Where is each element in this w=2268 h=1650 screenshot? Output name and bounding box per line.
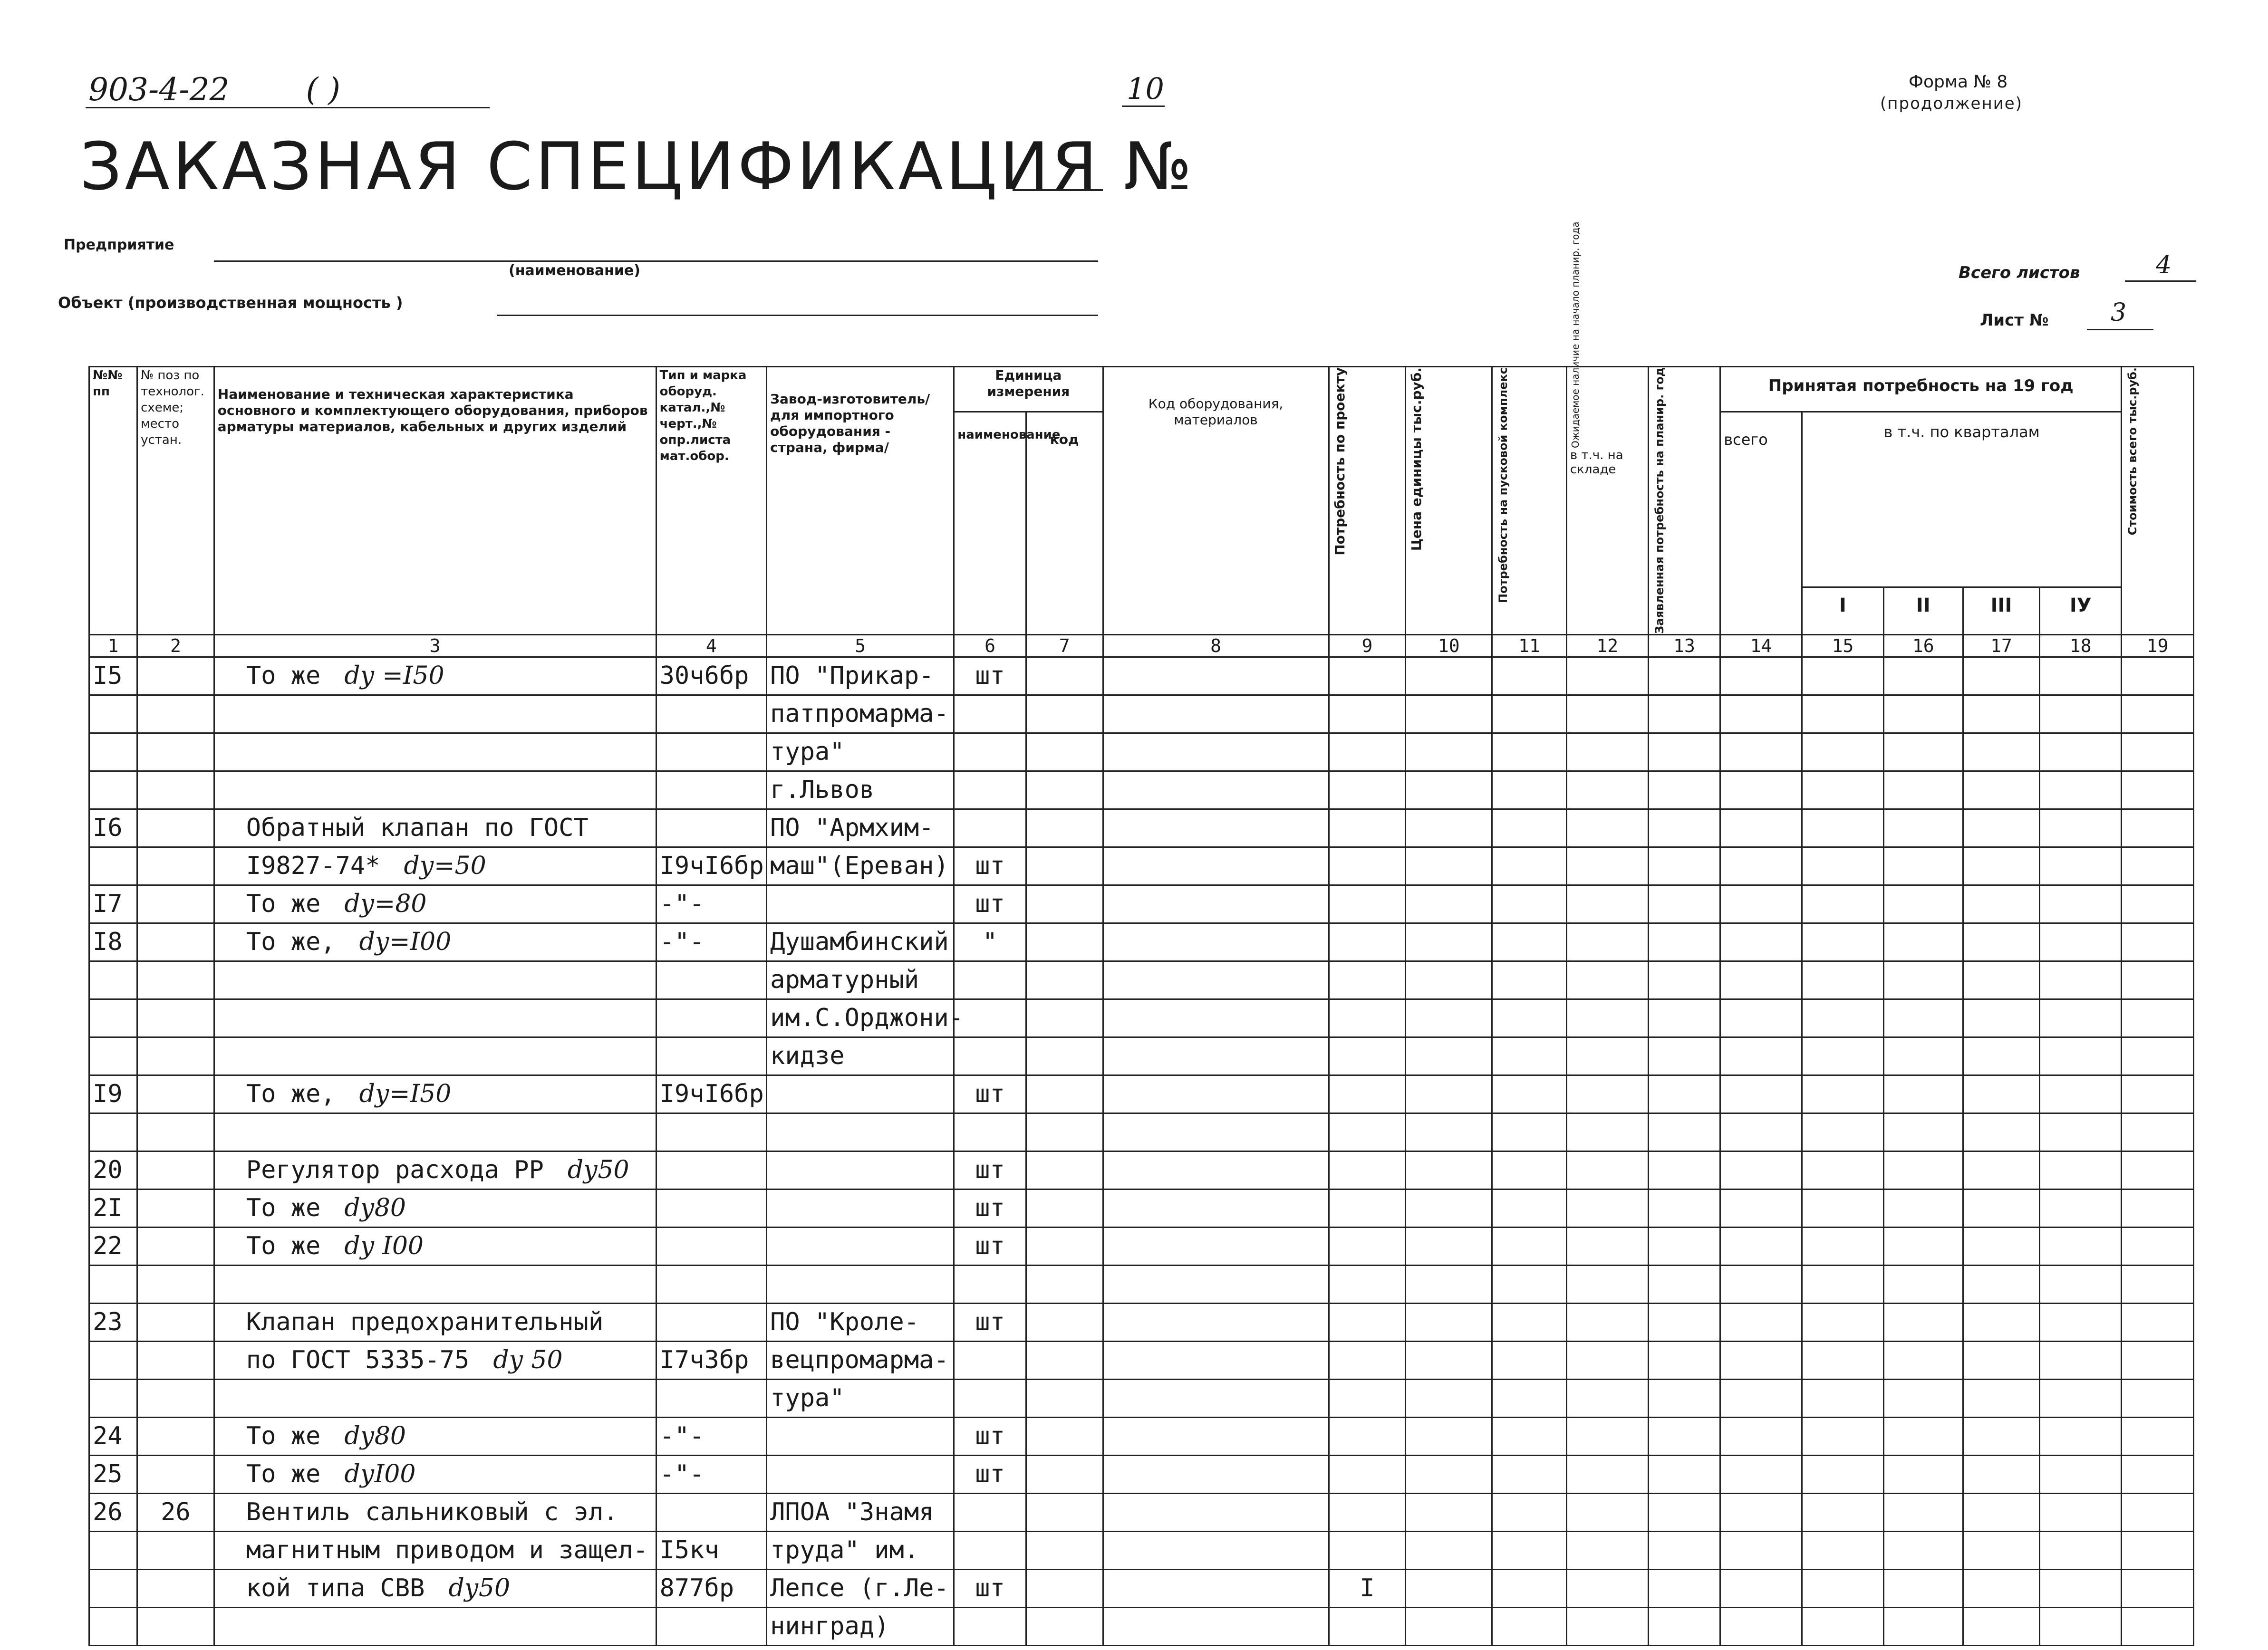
column-number: 11 [1492,634,1567,657]
column-number: 9 [1329,634,1406,657]
nominal-diameter: dу50 [567,1155,629,1184]
table-row [89,1569,2194,1607]
total-sheets-value: 4 [2156,251,2172,279]
row-number: 2I [89,1189,137,1227]
row-type [656,1151,766,1189]
row-type [656,1303,766,1341]
column-number: 12 [1566,634,1648,657]
col-header-project-need: Потребность по проекту [1332,367,1348,556]
column-number: 18 [2040,634,2122,657]
row-name [214,847,656,885]
row-manufacturer: ЛПОА "Знамя [767,1493,954,1531]
column-number: 5 [767,634,954,657]
row-manufacturer [767,1113,954,1151]
row-number: 24 [89,1417,137,1455]
row-number: I9 [89,1075,137,1113]
form-label: Форма № 8 [1909,72,2008,92]
row-name [214,733,656,771]
page-title: ЗАКАЗНАЯ СПЕЦИФИКАЦИЯ № [80,128,1195,205]
row-position [137,1417,214,1455]
object-label: Объект (производственная мощность ) [58,294,403,312]
row-name [214,809,656,847]
row-number [89,1379,137,1417]
row-project-need [1329,1531,1406,1569]
row-manufacturer: арматурный [767,961,954,999]
row-name [214,1265,656,1303]
row-project-need: I [1329,1569,1406,1607]
row-position [137,1265,214,1303]
page-number: 10 [1127,71,1164,106]
table-row [89,847,2194,885]
row-type: I9чI6бр [656,1075,766,1113]
row-number [89,1037,137,1075]
row-number [89,1113,137,1151]
row-position [137,1607,214,1645]
row-project-need [1329,1303,1406,1341]
row-unit: шт [954,1151,1026,1189]
col-header-q2: II [1883,587,1963,634]
col-header-accepted-group: Принятая потребность на 19 год [1720,367,2122,412]
row-unit: " [954,923,1026,961]
row-project-need [1329,999,1406,1037]
table-row [89,1113,2194,1151]
row-type: 30ч6бр [656,657,766,695]
row-name [214,885,656,923]
row-number [89,847,137,885]
row-unit [954,771,1026,809]
table-row [89,657,2194,695]
row-type: I5кч [656,1531,766,1569]
row-project-need [1329,657,1406,695]
row-project-need [1329,1037,1406,1075]
item-name: Вентиль сальниковый с эл. [246,1497,618,1526]
row-name [214,1037,656,1075]
column-number: 6 [954,634,1026,657]
col-header-declared-need: Заявленная потребность на планир. год [1652,367,1666,634]
table-row [89,771,2194,809]
row-name [214,1531,656,1569]
row-project-need [1329,695,1406,733]
row-name [214,1227,656,1265]
row-project-need [1329,809,1406,847]
row-project-need [1329,1341,1406,1379]
row-project-need [1329,771,1406,809]
row-unit [954,1037,1026,1075]
row-manufacturer: Душамбинский [767,923,954,961]
item-name: То же [246,1193,321,1222]
row-name [214,1151,656,1189]
row-position: 26 [137,1493,214,1531]
row-manufacturer: кидзе [767,1037,954,1075]
row-number [89,733,137,771]
item-name: кой типа СВВ [246,1573,425,1602]
column-number: 15 [1802,634,1884,657]
row-type [656,1189,766,1227]
col-header-total-cost: Стоимость всего тыс.руб. [2126,367,2140,536]
row-type [656,1113,766,1151]
column-number: 16 [1883,634,1963,657]
row-name [214,1303,656,1341]
row-unit [954,1341,1026,1379]
row-unit: шт [954,1303,1026,1341]
row-unit [954,999,1026,1037]
row-position [137,885,214,923]
row-position [137,1113,214,1151]
item-name: То же [246,1459,321,1488]
row-type [656,1037,766,1075]
column-number: 3 [214,634,656,657]
row-manufacturer: вецпромарма- [767,1341,954,1379]
row-project-need [1329,733,1406,771]
table-row [89,809,2194,847]
nominal-diameter: dу50 [448,1573,511,1602]
column-number: 14 [1720,634,1802,657]
row-unit [954,1379,1026,1417]
nominal-diameter: dу 50 [493,1345,563,1374]
row-number: 25 [89,1455,137,1493]
row-project-need [1329,1493,1406,1531]
row-number [89,961,137,999]
nominal-diameter: dу=50 [404,851,486,880]
row-number [89,1531,137,1569]
row-position [137,847,214,885]
row-manufacturer: им.С.Орджони- [767,999,954,1037]
row-unit: шт [954,1189,1026,1227]
nominal-diameter: dуI00 [344,1459,416,1488]
row-project-need [1329,885,1406,923]
item-name: I9827-74* [246,851,380,880]
row-type [656,1607,766,1645]
row-project-need [1329,923,1406,961]
col-header-number: №№ пп [89,367,137,635]
object-field [497,315,1098,316]
row-name [214,1569,656,1607]
row-name [214,1341,656,1379]
row-number: 23 [89,1303,137,1341]
nominal-diameter: dу80 [344,1421,406,1450]
row-position [137,1151,214,1189]
row-unit [954,695,1026,733]
row-manufacturer: ПО "Армхим- [767,809,954,847]
row-type [656,695,766,733]
row-manufacturer: ПО "Кроле- [767,1303,954,1341]
row-number [89,1265,137,1303]
item-name: То же [246,1231,321,1260]
row-position [137,1037,214,1075]
item-name: Регулятор расхода РР [246,1155,544,1184]
column-number: 4 [656,634,766,657]
row-manufacturer [767,1189,954,1227]
col-header-quarters-group: в т.ч. по кварталам [1802,412,2122,587]
row-type: I9чI6бр [656,847,766,885]
row-type [656,1379,766,1417]
row-position [137,657,214,695]
item-name: Клапан предохранительный [246,1307,604,1336]
row-type: -"- [656,1455,766,1493]
row-name [214,999,656,1037]
row-project-need [1329,1607,1406,1645]
col-header-unit-group: Единица измерения [954,367,1103,412]
row-project-need [1329,961,1406,999]
item-name: То же [246,889,321,918]
table-row [89,1075,2194,1113]
row-project-need [1329,1113,1406,1151]
row-number: I5 [89,657,137,695]
nominal-diameter: dу=I50 [359,1079,452,1108]
col-header-startup-need: Потребность на пусковой комплекс [1496,367,1510,603]
item-name: Обратный клапан по ГОСТ [246,813,589,842]
row-manufacturer [767,1417,954,1455]
row-project-need [1329,1379,1406,1417]
document-code-paren: ( ) [306,71,341,108]
row-position [137,1303,214,1341]
row-type: 877бр [656,1569,766,1607]
row-manufacturer: г.Львов [767,771,954,809]
row-position [137,1189,214,1227]
row-unit: шт [954,657,1026,695]
row-unit [954,733,1026,771]
col-header-accepted-total: всего [1720,412,1802,635]
row-project-need [1329,1075,1406,1113]
col-header-equipment-code: Код оборудования, материалов [1103,367,1329,635]
table-row [89,1379,2194,1417]
row-type: -"- [656,1417,766,1455]
row-type: -"- [656,885,766,923]
row-number: I7 [89,885,137,923]
row-project-need [1329,1151,1406,1189]
row-name [214,1379,656,1417]
nominal-diameter: dу =I50 [344,661,444,690]
row-unit [954,1265,1026,1303]
enterprise-field [214,260,1098,262]
row-unit [954,1493,1026,1531]
row-manufacturer: тура" [767,1379,954,1417]
row-number [89,999,137,1037]
row-type [656,1493,766,1531]
column-number: 7 [1026,634,1103,657]
col-header-type: Тип и марка оборуд. катал.,№ черт.,№ опр.листа мат.обор. [656,367,766,635]
row-number [89,695,137,733]
column-number: 17 [1963,634,2040,657]
table-row [89,923,2194,961]
row-name [214,1075,656,1113]
row-number: I6 [89,809,137,847]
table-row [89,1303,2194,1341]
nominal-diameter: dу=80 [344,889,427,918]
col-header-unit-price: Цена единицы тыс.руб. [1409,367,1425,551]
col-header-in-warehouse: в т.ч. на складе [1570,448,1623,477]
row-number: 22 [89,1227,137,1265]
row-project-need [1329,1417,1406,1455]
table-row [89,961,2194,999]
row-manufacturer [767,885,954,923]
row-unit: шт [954,1075,1026,1113]
row-manufacturer [767,1151,954,1189]
row-name [214,1493,656,1531]
item-name: То же [246,661,321,690]
column-number-row [89,634,2194,657]
sheet-value: 3 [2111,298,2127,327]
nominal-diameter: dу80 [344,1193,406,1222]
name-caption: (наименование) [509,262,640,279]
column-number: 13 [1648,634,1720,657]
row-unit [954,1607,1026,1645]
col-header-q3: III [1963,587,2040,634]
row-name [214,961,656,999]
row-name [214,923,656,961]
row-unit [954,1531,1026,1569]
row-position [137,1341,214,1379]
row-manufacturer: маш"(Ереван) [767,847,954,885]
table-row [89,1341,2194,1379]
row-project-need [1329,1265,1406,1303]
row-name [214,1189,656,1227]
row-position [137,771,214,809]
row-number [89,1569,137,1607]
table-row [89,1265,2194,1303]
sheet-label: Лист № [1980,311,2049,330]
row-manufacturer: ПО "Прикар- [767,657,954,695]
table-row [89,695,2194,733]
row-number: 20 [89,1151,137,1189]
row-number [89,1341,137,1379]
col-header-name: Наименование и техническая характеристика основного и комплектующего оборудования, приборов арматуры материалов, кабельных и других изделий [214,367,656,635]
col-header-position: № поз по технолог. схеме; место устан. [137,367,214,635]
table-row [89,1417,2194,1455]
row-position [137,1379,214,1417]
form-continued: (продолжение) [1880,94,2023,113]
row-position [137,733,214,771]
row-unit [954,961,1026,999]
col-header-expected-stock: Ожидаемое наличие на начало планир. года [1569,221,1581,448]
row-unit: шт [954,885,1026,923]
row-project-need [1329,1189,1406,1227]
table-row [89,1455,2194,1493]
table-row [89,1607,2194,1645]
table-row [89,1227,2194,1265]
document-code [88,71,340,108]
row-position [137,923,214,961]
col-header-manufacturer: Завод-изготовитель/для импортного оборудования - страна, фирма/ [767,367,954,635]
row-position [137,1455,214,1493]
row-name [214,657,656,695]
row-manufacturer: нинград) [767,1607,954,1645]
row-unit: шт [954,1569,1026,1607]
row-manufacturer: патпромарма- [767,695,954,733]
nominal-diameter: dу I00 [344,1231,424,1260]
column-number: 1 [89,634,137,657]
row-position [137,999,214,1037]
row-position [137,1531,214,1569]
row-unit: шт [954,1455,1026,1493]
row-number [89,1607,137,1645]
row-unit [954,809,1026,847]
table-row [89,1531,2194,1569]
row-type [656,1265,766,1303]
row-unit: шт [954,847,1026,885]
row-unit [954,1113,1026,1151]
row-position [137,961,214,999]
item-name: То же, [246,927,336,956]
row-name [214,1113,656,1151]
table-row [89,733,2194,771]
row-type: I7ч3бр [656,1341,766,1379]
row-manufacturer [767,1227,954,1265]
item-name: по ГОСТ 5335-75 [246,1345,470,1374]
table-row [89,999,2194,1037]
total-sheets-label: Всего листов [1959,263,2080,282]
row-type: -"- [656,923,766,961]
document-code-number: 903-4-22 [88,71,230,108]
row-manufacturer [767,1455,954,1493]
row-type [656,809,766,847]
row-position [137,1075,214,1113]
row-manufacturer: труда" им. [767,1531,954,1569]
row-project-need [1329,1455,1406,1493]
table-row [89,1151,2194,1189]
column-number: 19 [2122,634,2194,657]
row-number [89,771,137,809]
row-project-need [1329,847,1406,885]
col-header-q1: I [1802,587,1884,634]
row-name [214,771,656,809]
row-position [137,1569,214,1607]
row-project-need [1329,1227,1406,1265]
row-name [214,1607,656,1645]
row-manufacturer [767,1075,954,1113]
row-unit: шт [954,1227,1026,1265]
col-header-q4: IУ [2040,587,2122,634]
row-manufacturer: тура" [767,733,954,771]
row-type [656,733,766,771]
item-name: магнитным приводом и защел- [246,1535,648,1564]
table-row [89,1037,2194,1075]
row-position [137,695,214,733]
column-number: 10 [1406,634,1492,657]
row-name [214,1417,656,1455]
row-position [137,1227,214,1265]
row-manufacturer: Лепсе (г.Ле- [767,1569,954,1607]
row-name [214,695,656,733]
enterprise-label: Предприятие [64,237,174,253]
nominal-diameter: dу=I00 [359,927,452,956]
column-number: 2 [137,634,214,657]
table-row [89,1189,2194,1227]
table-row [89,1493,2194,1531]
item-name: То же, [246,1079,336,1108]
item-name: То же [246,1421,321,1450]
table-row [89,885,2194,923]
row-unit: шт [954,1417,1026,1455]
row-type [656,1227,766,1265]
row-type [656,999,766,1037]
row-number: I8 [89,923,137,961]
col-header-unit-code: код [1026,412,1103,635]
row-type [656,961,766,999]
row-manufacturer [767,1265,954,1303]
col-header-unit-name: наименование [954,412,1026,635]
row-name [214,1455,656,1493]
row-type [656,771,766,809]
row-position [137,809,214,847]
row-number: 26 [89,1493,137,1531]
column-number: 8 [1103,634,1329,657]
